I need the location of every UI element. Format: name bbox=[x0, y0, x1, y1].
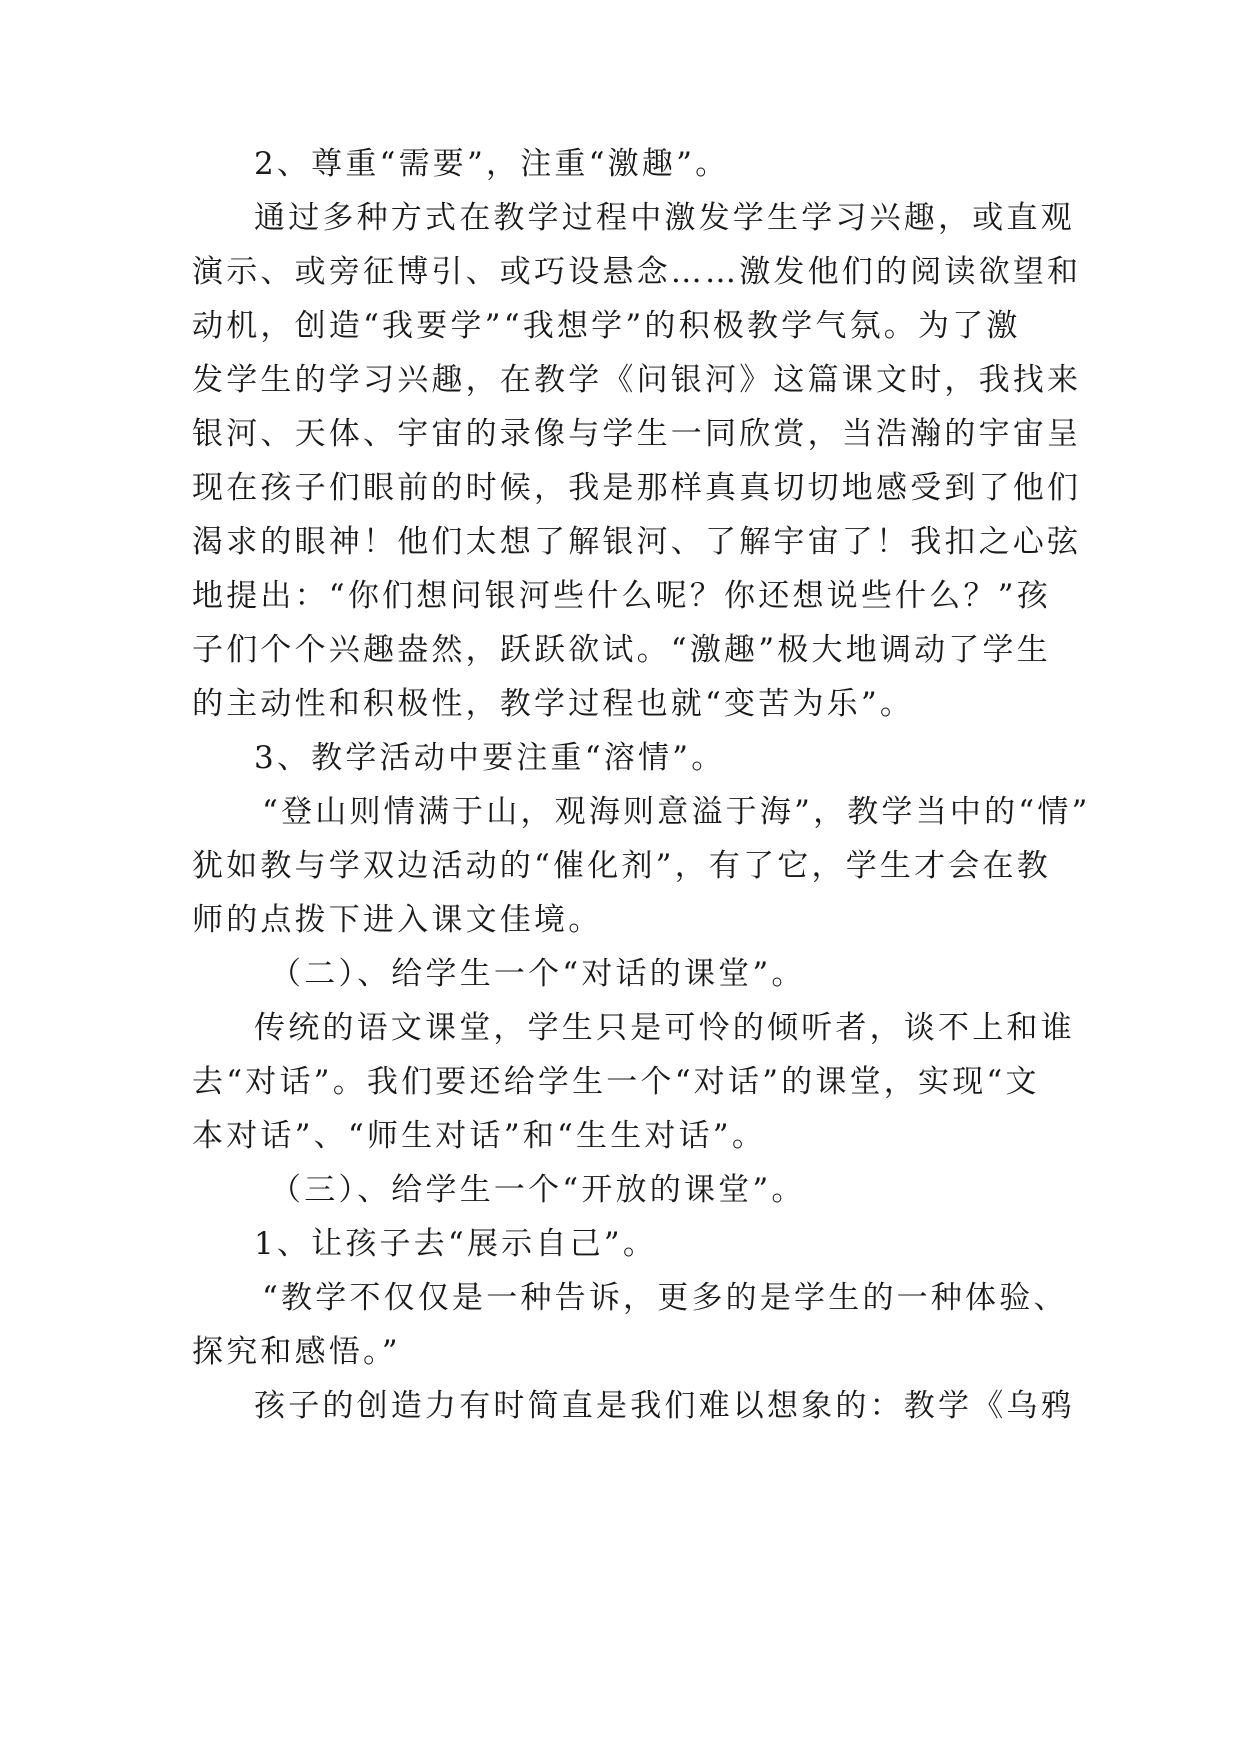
paragraph-line: 师的点拨下进入课文佳境。 bbox=[192, 902, 603, 938]
heading-emotion: 3、教学活动中要注重“溶情”。 bbox=[254, 740, 726, 776]
paragraph-line: 现在孩子们眼前的时候，我是那样真真切切地感受到了他们 bbox=[192, 470, 1082, 506]
heading-respect-needs: 2、尊重“需要”，注重“激趣”。 bbox=[254, 146, 730, 182]
paragraph-line: 动机，创造“我要学”“我想学”的积极教学气氛。为了激 bbox=[192, 308, 1021, 344]
paragraph-line: 渴求的眼神！他们太想了解银河、了解宇宙了！我扣之心弦 bbox=[192, 524, 1082, 560]
paragraph-line: 犹如教与学双边活动的“催化剂”，有了它，学生才会在教 bbox=[192, 848, 1051, 884]
paragraph-line: 传统的语文课堂，学生只是可怜的倾听者，谈不上和谁 bbox=[254, 1010, 1075, 1046]
paragraph-line: 去“对话”。我们要还给学生一个“对话”的课堂，实现“文 bbox=[192, 1064, 1040, 1100]
paragraph-line: 演示、或旁征博引、或巧设悬念……激发他们的阅读欲望和 bbox=[192, 254, 1082, 290]
paragraph-line: 探究和感悟。” bbox=[192, 1334, 401, 1370]
paragraph-line: 本对话”、“师生对话”和“生生对话”。 bbox=[192, 1118, 767, 1154]
paragraph-line: 的主动性和积极性，教学过程也就“变苦为乐”。 bbox=[192, 686, 915, 722]
heading-show-yourself: 1、让孩子去“展示自己”。 bbox=[254, 1226, 658, 1262]
section-heading-open: （三）、给学生一个“开放的课堂”。 bbox=[270, 1172, 806, 1208]
paragraph-line: 发学生的学习兴趣，在教学《问银河》这篇课文时，我找来 bbox=[192, 362, 1082, 398]
section-heading-dialogue: （二）、给学生一个“对话的课堂”。 bbox=[270, 956, 806, 992]
paragraph-line: 地提出：“你们想问银河些什么呢？你还想说些什么？”孩 bbox=[192, 578, 1051, 614]
paragraph-line: 子们个个兴趣盎然，跃跃欲试。“激趣”极大地调动了学生 bbox=[192, 632, 1051, 668]
paragraph-line: 孩子的创造力有时简直是我们难以想象的：教学《乌鸦 bbox=[254, 1388, 1075, 1424]
paragraph-line: “登山则情满于山，观海则意溢于海”，教学当中的“情” bbox=[262, 794, 1091, 830]
paragraph-line: 银河、天体、宇宙的录像与学生一同欣赏，当浩瀚的宇宙呈 bbox=[192, 416, 1082, 452]
paragraph-line: “教学不仅仅是一种告诉，更多的是学生的一种体验、 bbox=[262, 1280, 1068, 1316]
paragraph-line: 通过多种方式在教学过程中激发学生学习兴趣，或直观 bbox=[254, 200, 1075, 236]
